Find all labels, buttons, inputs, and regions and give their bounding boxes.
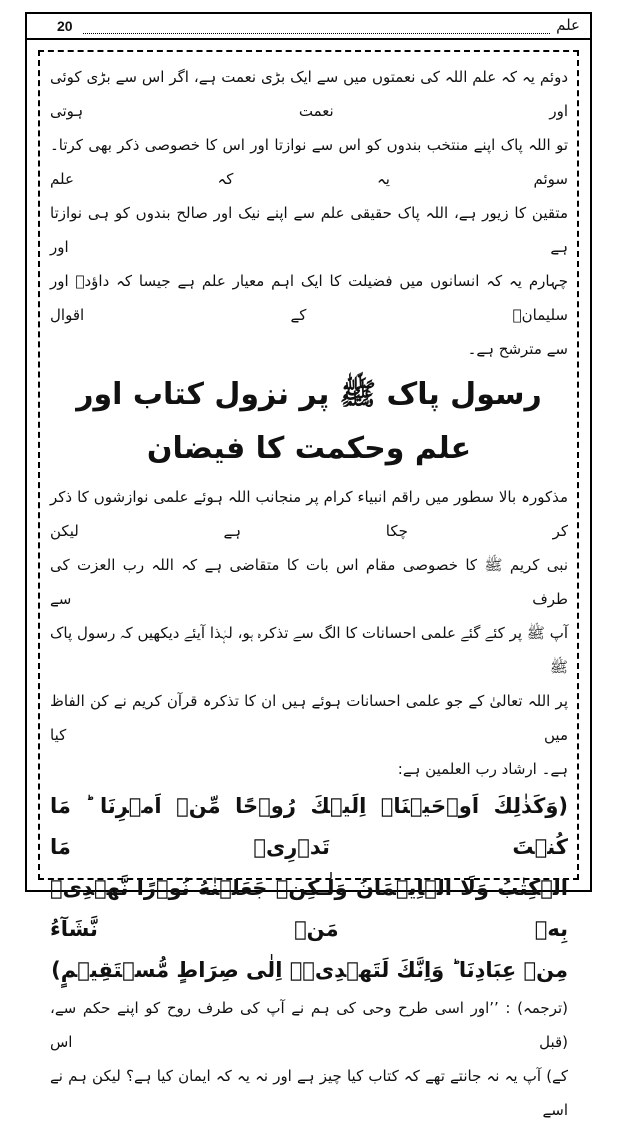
text-line: ہے۔ ارشاد رب العلمین ہے: <box>397 760 568 778</box>
section-heading: رسول پاک ﷺ پر نزول کتاب اور علم وحکمت کا فیضان <box>76 377 542 466</box>
text-line: دوئم یہ کہ علم اللہ کی نعمتوں میں سے ایک بڑی نعمت ہے، اگر اس سے بڑی کوئی اور نعمت ہوتی <box>50 68 568 120</box>
header-dotted-rule <box>83 33 550 34</box>
paragraph-knowledge-blessing <box>50 60 568 366</box>
text-line: آپ ﷺ پر کئے گئے علمی احسانات کا الگ سے تذکرہ ہو، لہٰذا آیئے دیکھیں کہ رسول پاک ﷺ <box>50 624 568 676</box>
text-line: کے) آپ یہ نہ جانتے تھے کہ کتاب کیا چیز ہے اور نہ یہ کہ ایمان کیا ہے؟ لیکن ہم نے اسے <box>50 1067 568 1119</box>
page-header <box>27 14 590 40</box>
verse-line: الۡكِتٰبُ وَلَا الۡاِيۡمَانُ وَلٰـكِنۡ جَعَلۡنٰهُ نُوۡرًا نَّهۡدِىۡ بِهٖ مَنۡ نَّشَآءُ <box>50 876 568 941</box>
text-line: چہارم یہ کہ انسانوں میں فضیلت کا ایک اہم معیار علم ہے جیسا کہ داؤدؑ اور سلیمانؑ کے اقوال <box>50 272 568 324</box>
page-body <box>50 60 568 1127</box>
verse-translation <box>50 991 568 1127</box>
running-title: علم <box>556 16 580 34</box>
text-line: نبی کریم ﷺ کا خصوصی مقام اس بات کا متقاضی ہے کہ اللہ رب العزت کی طرف سے <box>50 556 568 608</box>
text-line: متقین کا زیور ہے، اللہ پاک حقیقی علم سے اپنے نیک اور صالح بندوں کو ہی نوازتا ہے اور <box>50 204 568 256</box>
text-line: تو اللہ پاک اپنے منتخب بندوں کو اس سے نوازتا اور اس کا خصوصی ذکر بھی کرتا۔ سوئم یہ کہ علم <box>50 136 568 188</box>
verse-line: (وَكَذٰلِكَ اَوۡحَيۡنَاۤ اِلَيۡكَ رُوۡحًا مِّنۡ اَمۡرِنَا ؕ مَا كُنۡتَ تَدۡرِىۡ مَا <box>50 794 568 859</box>
paragraph-prophet-knowledge <box>50 480 568 786</box>
text-line: (ترجمہ) : ’’اور اسی طرح وحی کی ہم نے آپ کی طرف روح کو اپنے حکم سے، (قبل اس <box>50 999 568 1051</box>
quran-verse <box>50 786 568 991</box>
verse-line: مِنۡ عِبَادِنَا ؕ وَاِنَّكَ لَتَهۡدِىۡۤ اِلٰى صِرَاطٍ مُّسۡتَقِيۡمٍ) <box>51 958 568 982</box>
page-number: 20 <box>57 18 73 34</box>
text-line: مذکورہ بالا سطور میں راقم انبیاء کرام پر منجانب اللہ ہوئے علمی نوازشوں کا ذکر کر چکا ہے لیکن <box>50 488 568 540</box>
text-line: سے مترشح ہے۔ <box>467 340 568 358</box>
text-line: پر اللہ تعالیٰ کے جو علمی احسانات ہوئے ہیں ان کا تذکرہ قرآن کریم نے کن الفاظ میں کیا <box>50 692 568 744</box>
